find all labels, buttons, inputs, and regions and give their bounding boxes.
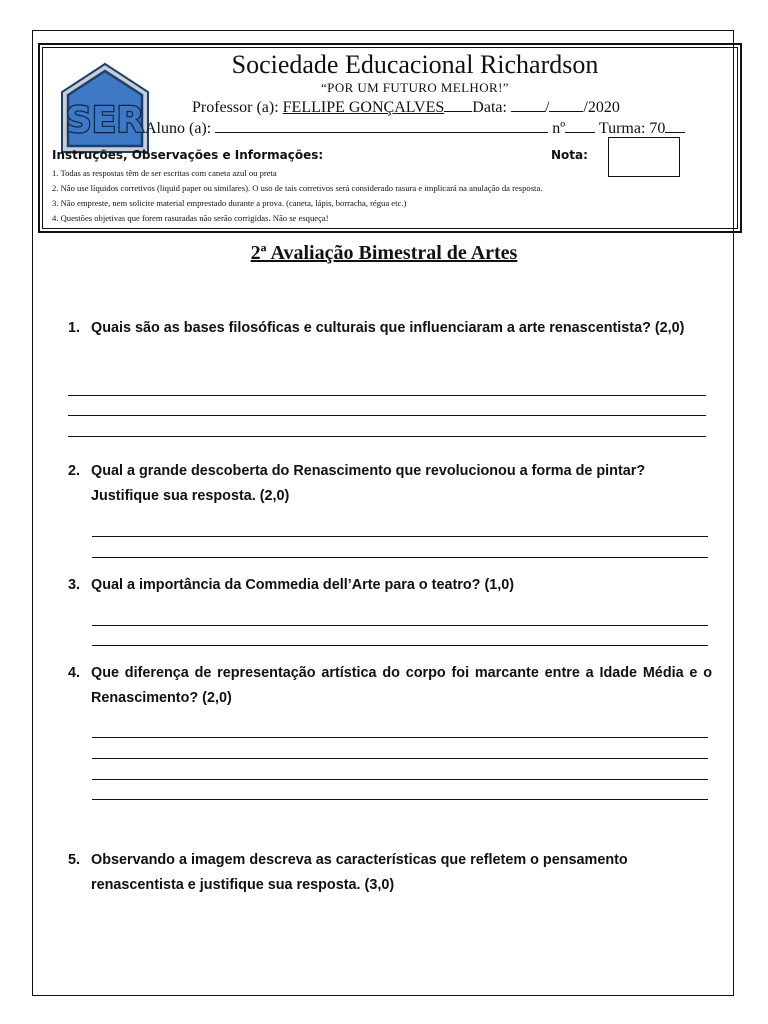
question-3 (68, 573, 712, 598)
question-1 (68, 316, 712, 341)
answer-line[interactable] (92, 625, 708, 626)
answer-line[interactable] (92, 779, 708, 780)
professor-label: Professor (a): (192, 99, 283, 116)
instruction-item: 4. Questões objetivas que forem rasuradas não serão corrigidas. Não se esqueça! (52, 213, 329, 223)
answer-line[interactable] (92, 737, 708, 738)
question-4 (68, 661, 712, 711)
date-day-field[interactable] (511, 97, 545, 112)
question-text: Qual a grande descoberta do Renascimento que revolucionou a forma de pintar? Justifique sua resposta. (2,0) (91, 463, 646, 504)
question-number: 2. (68, 463, 81, 479)
date-month-field[interactable] (549, 97, 583, 112)
logo-text: SER (65, 100, 145, 141)
answer-line[interactable] (92, 799, 708, 800)
professor-blank[interactable] (444, 97, 472, 112)
answer-line[interactable] (68, 415, 706, 416)
aluno-name-field[interactable] (215, 118, 548, 133)
question-5 (68, 848, 712, 898)
answer-line[interactable] (68, 395, 706, 396)
professor-row (192, 97, 620, 117)
instructions-list (52, 166, 732, 226)
question-2 (68, 459, 712, 509)
question-number: 4. (68, 665, 81, 681)
date-year: /2020 (583, 99, 620, 116)
instruction-item: 3. Não empreste, nem solicite material emprestado durante a prova. (caneta, lápis, borracha, régua etc.) (52, 198, 407, 208)
answer-line[interactable] (92, 536, 708, 537)
date-separator: / (544, 99, 550, 116)
instruction-item: 2. Não use líquidos corretivos (liquid paper ou similares). O uso de tais corretivos será considerado rasura e implicará na anulação da resposta. (52, 183, 543, 193)
school-name: Sociedade Educacional Richardson (231, 50, 599, 79)
aluno-row (145, 118, 685, 138)
exam-title-text: 2ª Avaliação Bimestral de Artes (250, 242, 518, 264)
answer-line[interactable] (92, 758, 708, 759)
numero-label: nº (548, 120, 566, 137)
instruction-item: 1. Todas as respostas têm de ser escritas com caneta azul ou preta (52, 168, 277, 178)
aluno-label: Aluno (a): (145, 120, 216, 137)
turma-label: Turma: 70 (595, 120, 666, 137)
instructions-title: Instruções, Observações e Informações: (52, 148, 324, 162)
data-label: Data: (472, 99, 511, 116)
question-text: Que diferença de representação artística do corpo foi marcante entre a Idade Média e o Renascimento? (2,0) (91, 665, 712, 706)
school-logo (60, 62, 150, 154)
question-number: 5. (68, 852, 81, 868)
turma-field[interactable] (665, 118, 685, 133)
school-motto: “POR UM FUTURO MELHOR!” (321, 80, 509, 95)
exam-title (0, 240, 768, 266)
question-text: Observando a imagem descreva as características que refletem o pensamento renascentista e justifique sua resposta. (3,0) (91, 852, 628, 893)
answer-line[interactable] (92, 645, 708, 646)
nota-label: Nota: (551, 148, 588, 162)
question-number: 1. (68, 320, 81, 336)
question-text: Quais são as bases filosóficas e culturais que influenciaram a arte renascentista? (2,0) (91, 320, 685, 336)
question-number: 3. (68, 577, 81, 593)
answer-line[interactable] (68, 436, 706, 437)
question-text: Qual a importância da Commedia dell’Arte para o teatro? (1,0) (91, 577, 515, 593)
answer-line[interactable] (92, 557, 708, 558)
numero-field[interactable] (565, 118, 595, 133)
professor-name: FELLIPE GONÇALVES (282, 99, 445, 116)
